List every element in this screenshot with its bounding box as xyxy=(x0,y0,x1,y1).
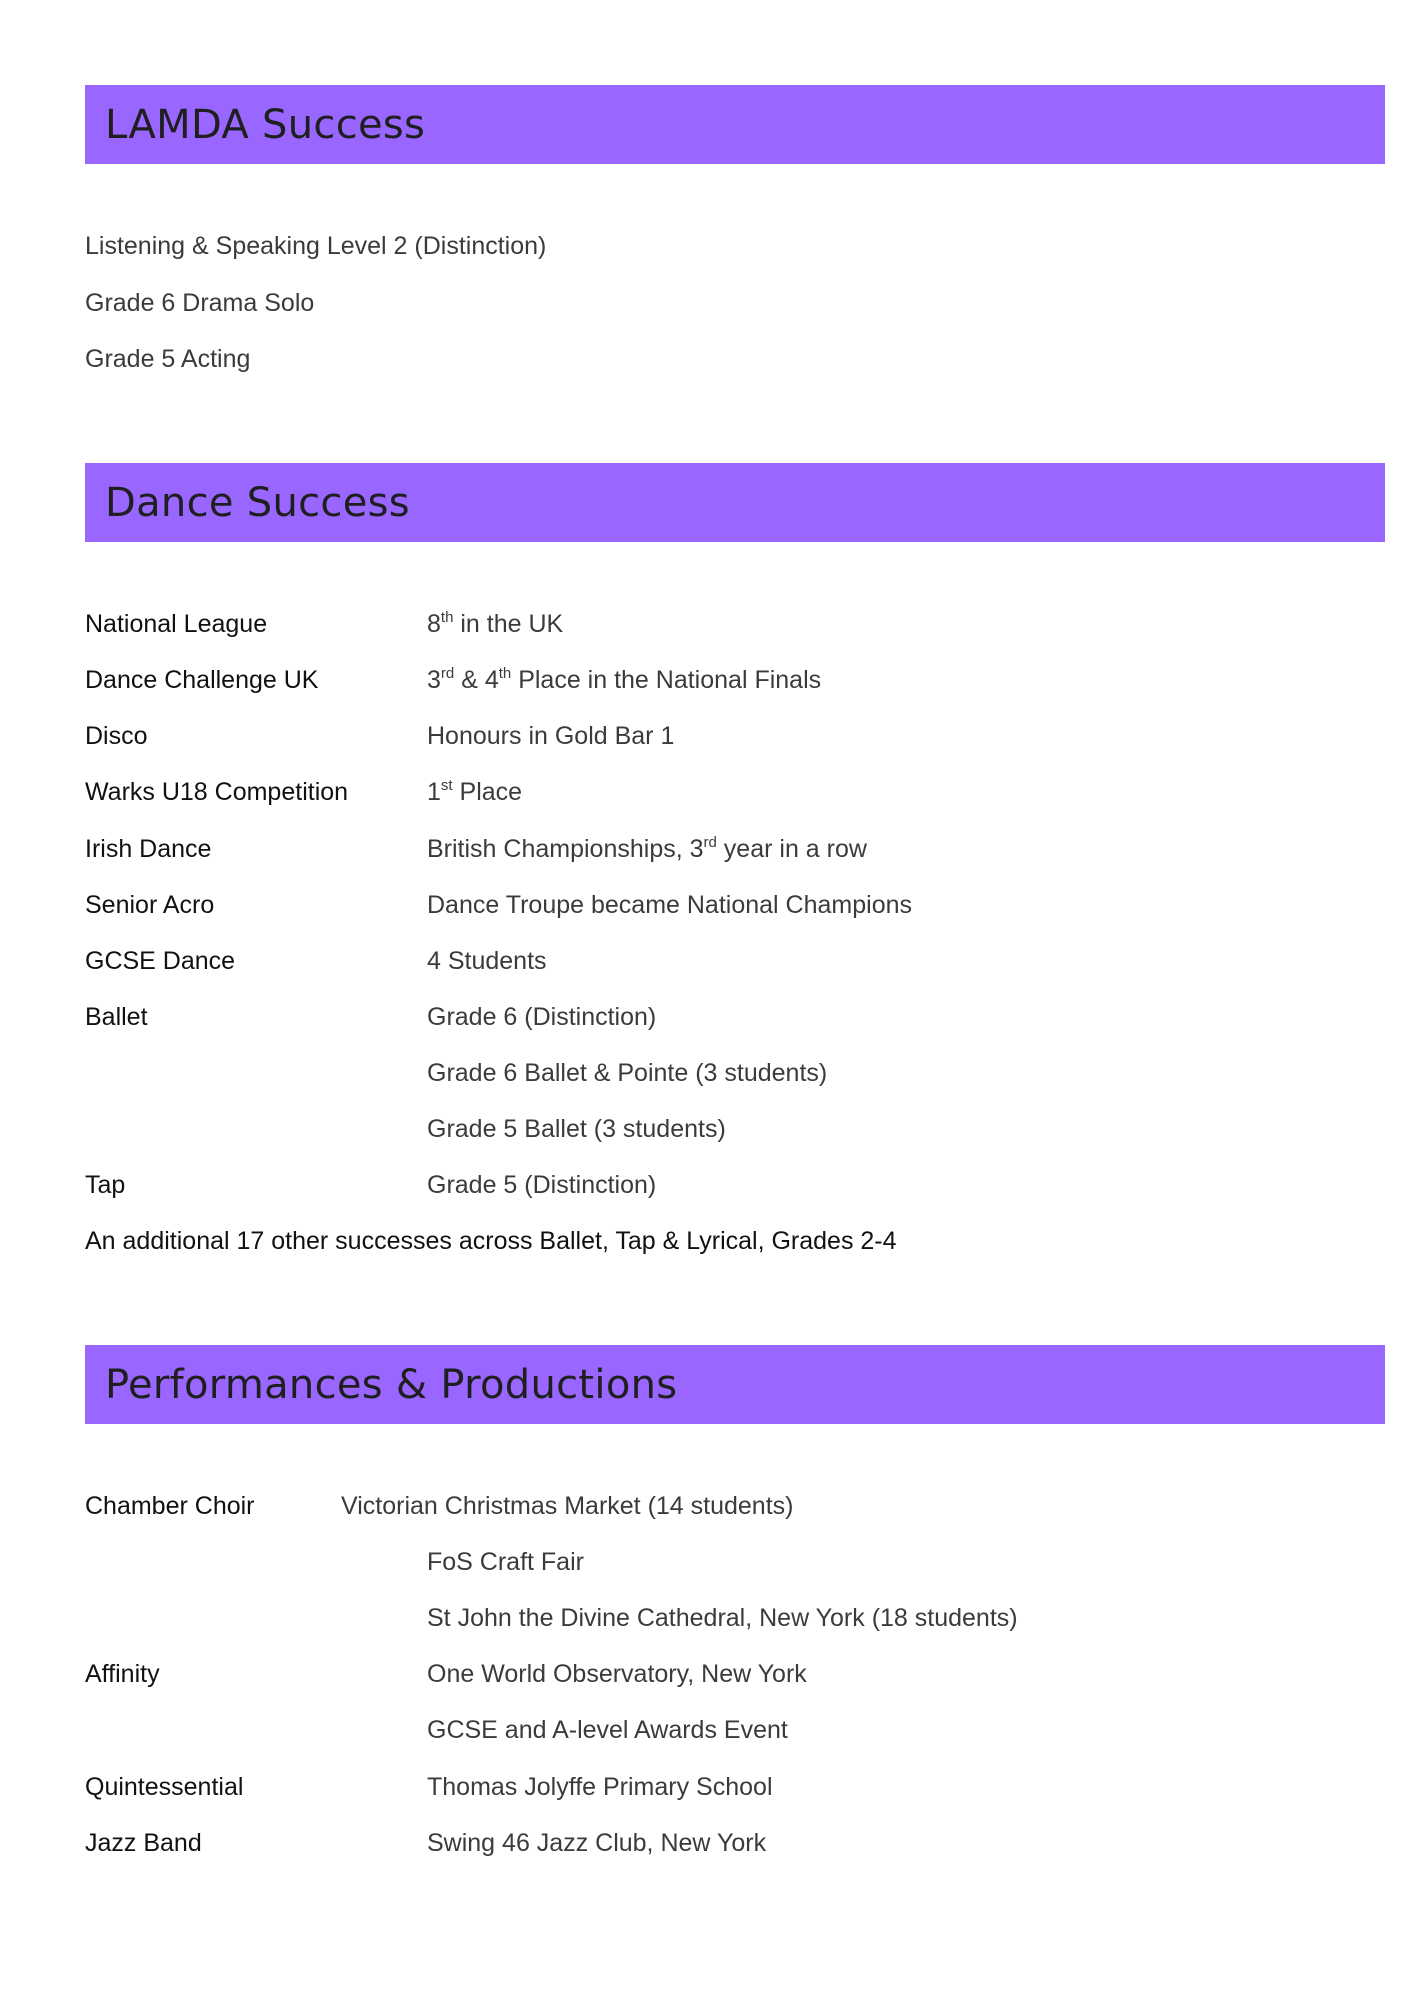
dance-row-label: Irish Dance xyxy=(85,835,212,863)
dance-row-label: National League xyxy=(85,610,268,638)
dance-row-label: Tap xyxy=(85,1171,126,1199)
dance-row-label: Senior Acro xyxy=(85,891,215,919)
performance-row-label: Affinity xyxy=(85,1660,160,1688)
section-title: LAMDA Success xyxy=(105,101,426,148)
performance-row-value: Thomas Jolyffe Primary School xyxy=(427,1773,773,1801)
dance-row-label: Warks U18 Competition xyxy=(85,778,349,806)
section-banner-performances xyxy=(85,1345,1385,1424)
section-banner-lamda xyxy=(85,85,1385,164)
dance-row-value: British Championships, 3rd year in a row xyxy=(427,834,867,863)
performance-row-value: FoS Craft Fair xyxy=(427,1548,584,1576)
dance-row-value: Grade 5 Ballet (3 students) xyxy=(427,1115,726,1143)
performance-row-label: Jazz Band xyxy=(85,1829,202,1857)
dance-row-value: 4 Students xyxy=(427,947,547,975)
dance-row-value: Honours in Gold Bar 1 xyxy=(427,722,675,750)
dance-row-value: 1st Place xyxy=(427,777,523,806)
dance-row-label: Dance Challenge UK xyxy=(85,666,319,694)
dance-row-value: 3rd & 4th Place in the National Finals xyxy=(427,665,822,694)
dance-row-value: 8th in the UK xyxy=(427,609,564,638)
dance-row-value: Grade 6 Ballet & Pointe (3 students) xyxy=(427,1059,828,1087)
performance-row-value: GCSE and A-level Awards Event xyxy=(427,1716,788,1744)
performance-row-label: Quintessential xyxy=(85,1773,244,1801)
lamda-item: Grade 5 Acting xyxy=(85,345,251,373)
dance-additional-note: An additional 17 other successes across Ballet, Tap & Lyrical, Grades 2-4 xyxy=(85,1227,897,1255)
dance-row-label: Ballet xyxy=(85,1003,148,1031)
dance-row-label: GCSE Dance xyxy=(85,947,236,975)
performance-row-value: Swing 46 Jazz Club, New York xyxy=(427,1829,767,1857)
performance-row-value: St John the Divine Cathedral, New York (18 students) xyxy=(427,1604,1018,1632)
section-title: Performances & Productions xyxy=(105,1361,678,1408)
lamda-item: Listening & Speaking Level 2 (Distinction) xyxy=(85,232,547,260)
performance-row-value: One World Observatory, New York xyxy=(427,1660,807,1688)
performance-row-label: Chamber Choir xyxy=(85,1492,255,1520)
dance-row-label: Disco xyxy=(85,722,148,750)
dance-row-value: Grade 5 (Distinction) xyxy=(427,1171,657,1199)
dance-row-value: Dance Troupe became National Champions xyxy=(427,891,912,919)
dance-row-value: Grade 6 (Distinction) xyxy=(427,1003,657,1031)
section-title: Dance Success xyxy=(105,479,410,526)
lamda-item: Grade 6 Drama Solo xyxy=(85,289,315,317)
section-banner-dance xyxy=(85,463,1385,542)
performance-row-value: Victorian Christmas Market (14 students) xyxy=(341,1492,794,1520)
